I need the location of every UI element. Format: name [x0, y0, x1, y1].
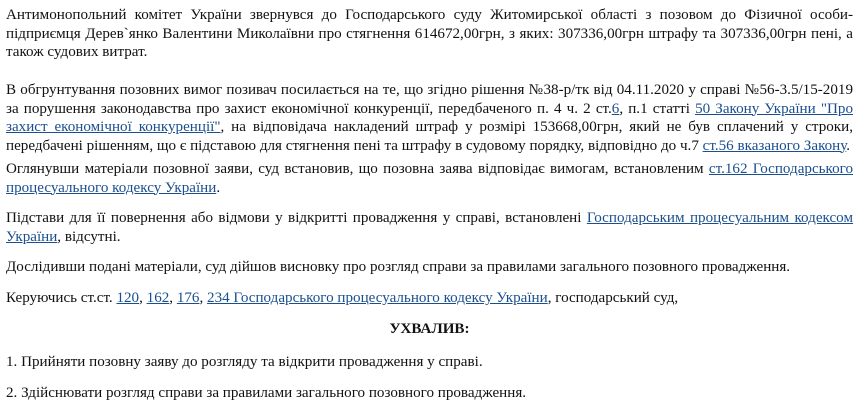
paragraph-conclusion: Дослідивши подані матеріали, суд дійшов висновку про розгляд справи за правилами загального позовного провадження.: [6, 259, 791, 275]
paragraph-claim: Антимонопольний комітет України звернувся до Господарського суду Житомирської області з позовом до Фізичної особи-підприємця Дерев`янко Валентини Миколаївни про стягнення 614672,00грн, з яких: 307336,00грн штрафу та 307336,00грн пені, а також судових витрат.: [6, 7, 853, 60]
link-article-162-code[interactable]: ст.162 Господарського процесуального кодексу України: [6, 161, 854, 196]
text-segment: ,: [169, 290, 177, 306]
text-segment: , п.1 статті: [619, 100, 696, 117]
link-article-50-competition-law[interactable]: 50 Закону України "Про захист економічної конкуренції": [6, 100, 853, 135]
ruling-item-1: 1. Прийняти позовну заяву до розгляду та відкрити провадження у справі.: [6, 354, 483, 370]
ruling-item-2: 2. Здійснювати розгляд справи за правилами загального позовного провадження.: [6, 385, 527, 401]
paragraph-no-grounds-return: [6, 209, 853, 246]
link-article-120[interactable]: 120: [116, 290, 140, 306]
text-segment: ,: [139, 290, 147, 306]
link-article-56-law[interactable]: ст.56 вказаного Закону: [702, 137, 847, 154]
link-article-176[interactable]: 176: [176, 290, 200, 306]
paragraph-compliance: [6, 160, 853, 197]
text-segment: , господарський суд,: [547, 290, 679, 306]
text-segment: В обгрунтування позовних вимог позивач посилається на те, що згідно рішення №38-р/тк від 04.11.2020 у справі №56-3.5/15-2019 за порушення законодавства про захист економічної конкуренції, передбаченого п. 4 ч. 2 ст.: [6, 82, 853, 117]
link-article-6[interactable]: 6: [611, 100, 620, 117]
text-segment: ,: [199, 290, 208, 306]
ruling-heading: УХВАЛИВ:: [389, 321, 470, 337]
text-segment: Підстави для її повернення або відмови у відкритті провадження у справі, встановлені: [6, 210, 587, 226]
text-segment: Керуючись ст.ст.: [6, 290, 117, 306]
paragraph-grounds: [6, 81, 853, 155]
link-article-234-code[interactable]: 234 Господарського процесуального кодексу України: [207, 290, 548, 306]
text-segment: , відсутні.: [57, 228, 121, 245]
link-article-162[interactable]: 162: [146, 290, 170, 306]
paragraph-guided-by: [6, 289, 853, 308]
link-procedural-code[interactable]: Господарським процесуальним кодексом України: [6, 210, 853, 245]
text-segment: .: [846, 137, 851, 154]
text-segment: .: [216, 179, 221, 196]
text-segment: , на відповідача накладений штраф у розмірі 153668,00грн, який не був сплачений у строки, передбачені рішенням, що є підставою для стягнення пені та штрафу в судовому порядку, відповідно до ч.7: [6, 119, 853, 154]
text-segment: Оглянувши матеріали позовної заяви, суд встановив, що позовна заява відповідає вимогам, встановленим: [6, 161, 709, 177]
